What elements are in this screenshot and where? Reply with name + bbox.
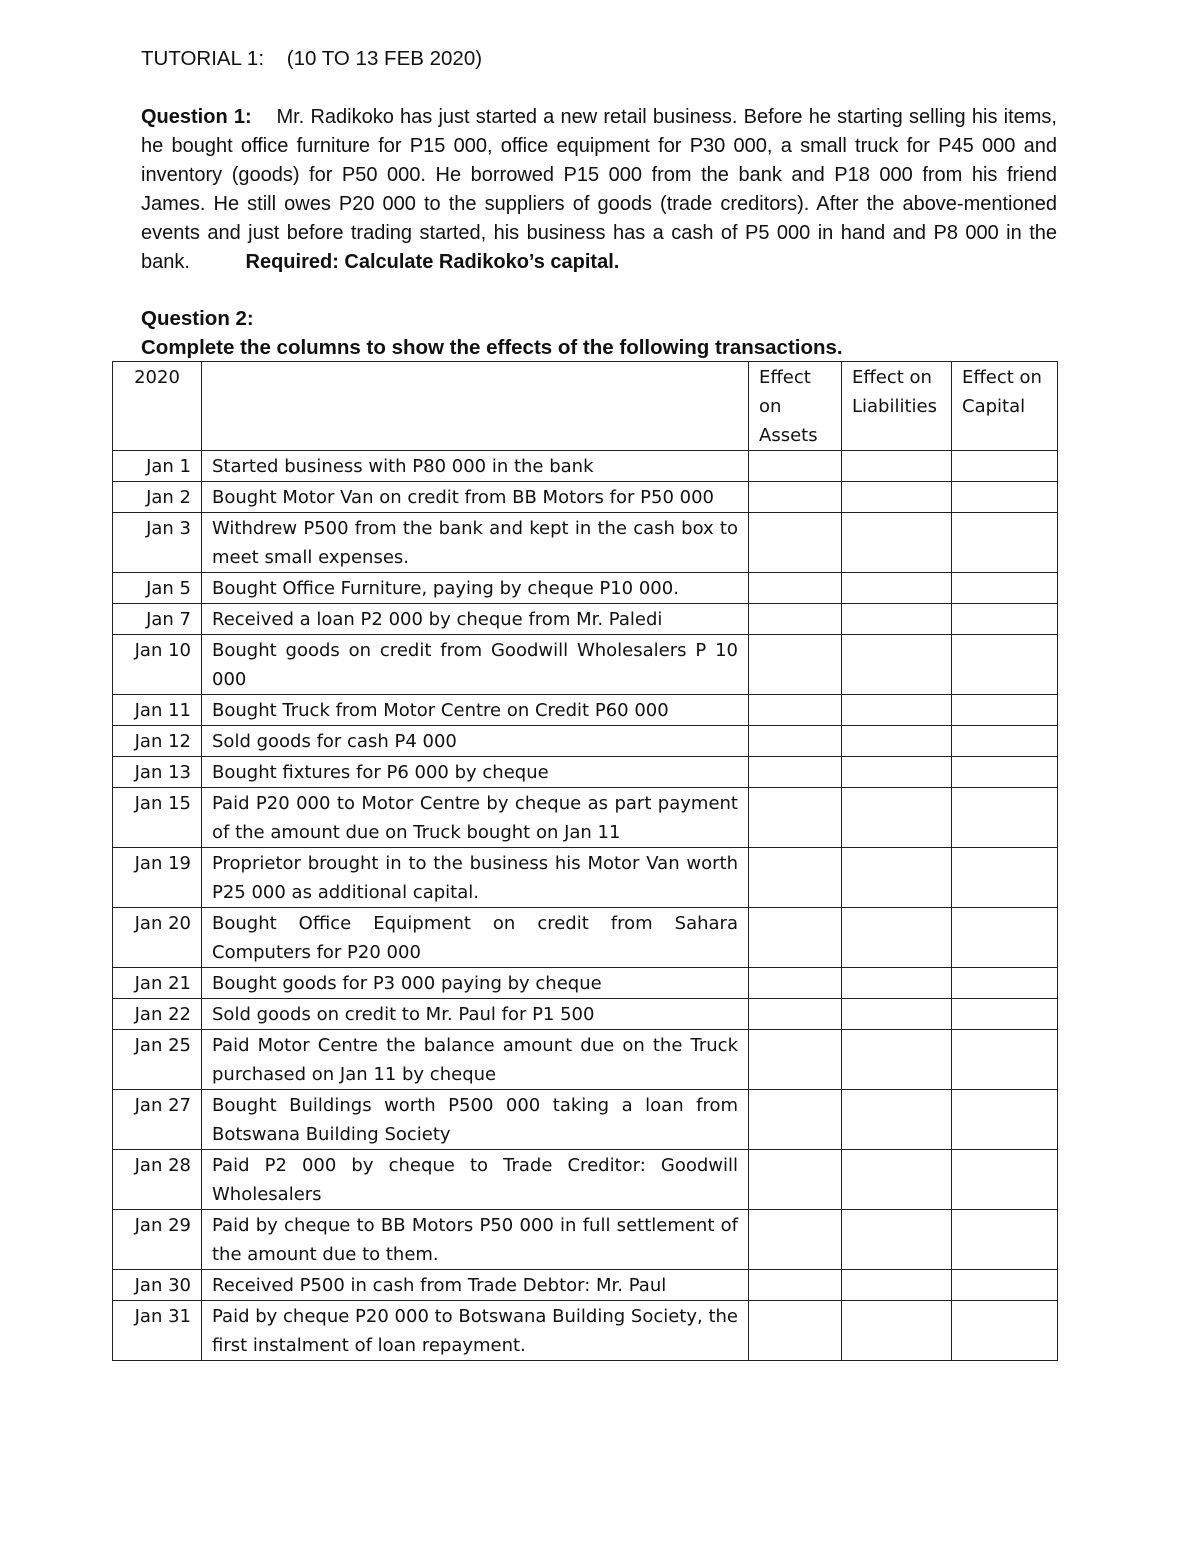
row-date: Jan 11 — [113, 695, 202, 726]
row-date: Jan 3 — [113, 513, 202, 573]
row-effect-assets-cell[interactable] — [749, 1030, 842, 1090]
table-row — [113, 635, 1058, 695]
row-date: Jan 27 — [113, 1090, 202, 1150]
row-effect-assets-cell[interactable] — [749, 848, 842, 908]
table-row — [113, 482, 1058, 513]
row-effect-capital-cell[interactable] — [952, 604, 1058, 635]
row-effect-liabilities-cell[interactable] — [842, 1270, 952, 1301]
row-description: Bought Office Equipment on credit from Sahara Computers for P20 000 — [202, 908, 749, 968]
row-effect-assets-cell[interactable] — [749, 1150, 842, 1210]
row-effect-assets-cell[interactable] — [749, 635, 842, 695]
row-effect-liabilities-cell[interactable] — [842, 968, 952, 999]
row-description: Paid P2 000 by cheque to Trade Creditor: Goodwill Wholesalers — [202, 1150, 749, 1210]
row-description: Bought Truck from Motor Centre on Credit P60 000 — [202, 695, 749, 726]
row-description: Paid P20 000 to Motor Centre by cheque as part payment of the amount due on Truck bought on Jan 11 — [202, 788, 749, 848]
row-description: Received a loan P2 000 by cheque from Mr. Paledi — [202, 604, 749, 635]
row-effect-assets-cell[interactable] — [749, 788, 842, 848]
header-effect-liabilities: Effect on Liabilities — [842, 362, 952, 451]
row-date: Jan 21 — [113, 968, 202, 999]
row-description: Sold goods for cash P4 000 — [202, 726, 749, 757]
row-effect-liabilities-cell[interactable] — [842, 513, 952, 573]
row-effect-capital-cell[interactable] — [952, 451, 1058, 482]
row-description: Bought Motor Van on credit from BB Motors for P50 000 — [202, 482, 749, 513]
row-effect-capital-cell[interactable] — [952, 788, 1058, 848]
row-effect-capital-cell[interactable] — [952, 757, 1058, 788]
row-effect-assets-cell[interactable] — [749, 968, 842, 999]
row-effect-capital-cell[interactable] — [952, 482, 1058, 513]
question-1-label: Question 1: — [141, 106, 252, 128]
table-row — [113, 1210, 1058, 1270]
row-effect-capital-cell[interactable] — [952, 1150, 1058, 1210]
row-effect-assets-cell[interactable] — [749, 1210, 842, 1270]
table-row — [113, 788, 1058, 848]
row-description: Paid by cheque P20 000 to Botswana Building Society, the first instalment of loan repayment. — [202, 1301, 749, 1361]
row-effect-assets-cell[interactable] — [749, 999, 842, 1030]
table-row — [113, 451, 1058, 482]
table-row — [113, 1030, 1058, 1090]
transactions-table — [112, 361, 1058, 1361]
row-effect-liabilities-cell[interactable] — [842, 788, 952, 848]
row-description: Bought goods for P3 000 paying by cheque — [202, 968, 749, 999]
row-effect-liabilities-cell[interactable] — [842, 848, 952, 908]
header-year: 2020 — [113, 362, 202, 451]
row-effect-capital-cell[interactable] — [952, 1301, 1058, 1361]
row-description: Paid Motor Centre the balance amount due on the Truck purchased on Jan 11 by cheque — [202, 1030, 749, 1090]
row-effect-capital-cell[interactable] — [952, 1030, 1058, 1090]
row-date: Jan 28 — [113, 1150, 202, 1210]
row-effect-liabilities-cell[interactable] — [842, 695, 952, 726]
row-effect-capital-cell[interactable] — [952, 573, 1058, 604]
row-effect-assets-cell[interactable] — [749, 1090, 842, 1150]
row-description: Bought Office Furniture, paying by cheque P10 000. — [202, 573, 749, 604]
table-row — [113, 1270, 1058, 1301]
row-effect-liabilities-cell[interactable] — [842, 1030, 952, 1090]
header-description — [202, 362, 749, 451]
row-effect-liabilities-cell[interactable] — [842, 1090, 952, 1150]
table-row — [113, 695, 1058, 726]
question-2-label: Question 2: — [141, 307, 254, 330]
row-effect-capital-cell[interactable] — [952, 513, 1058, 573]
row-effect-capital-cell[interactable] — [952, 968, 1058, 999]
row-effect-liabilities-cell[interactable] — [842, 1150, 952, 1210]
row-date: Jan 7 — [113, 604, 202, 635]
row-effect-capital-cell[interactable] — [952, 999, 1058, 1030]
row-effect-liabilities-cell[interactable] — [842, 999, 952, 1030]
row-effect-assets-cell[interactable] — [749, 908, 842, 968]
table-row — [113, 1090, 1058, 1150]
row-description: Received P500 in cash from Trade Debtor: Mr. Paul — [202, 1270, 749, 1301]
row-effect-capital-cell[interactable] — [952, 635, 1058, 695]
row-effect-liabilities-cell[interactable] — [842, 451, 952, 482]
row-effect-liabilities-cell[interactable] — [842, 482, 952, 513]
row-effect-liabilities-cell[interactable] — [842, 908, 952, 968]
row-date: Jan 2 — [113, 482, 202, 513]
row-effect-capital-cell[interactable] — [952, 848, 1058, 908]
question-1 — [141, 103, 1057, 277]
row-effect-liabilities-cell[interactable] — [842, 604, 952, 635]
row-date: Jan 19 — [113, 848, 202, 908]
row-description: Bought fixtures for P6 000 by cheque — [202, 757, 749, 788]
table-row — [113, 1150, 1058, 1210]
row-description: Started business with P80 000 in the bank — [202, 451, 749, 482]
row-date: Jan 31 — [113, 1301, 202, 1361]
table-row — [113, 757, 1058, 788]
row-effect-assets-cell[interactable] — [749, 695, 842, 726]
row-date: Jan 5 — [113, 573, 202, 604]
row-description: Sold goods on credit to Mr. Paul for P1 500 — [202, 999, 749, 1030]
question-1-required: Required: Calculate Radikoko’s capital. — [245, 251, 620, 273]
row-effect-capital-cell[interactable] — [952, 1270, 1058, 1301]
table-row — [113, 968, 1058, 999]
table-row — [113, 513, 1058, 573]
question-1-text: Mr. Radikoko has just started a new retail business. Before he starting selling his items, he bought office furniture for P15 000, office equipment for P30 000, a small truck for P45 000 and inventory (goods) for P50 000. He borrowed P15 000 from the bank and P18 000 from his friend James. He still owes P20 000 to the suppliers of goods (trade creditors). After the above-mentioned events and just before trading started, his business has a cash of P5 000 in hand and P8 000 in the bank. — [141, 106, 1057, 273]
row-effect-liabilities-cell[interactable] — [842, 757, 952, 788]
row-date: Jan 25 — [113, 1030, 202, 1090]
header-effect-assets: Effect on Assets — [749, 362, 842, 451]
row-effect-capital-cell[interactable] — [952, 1210, 1058, 1270]
row-effect-assets-cell[interactable] — [749, 451, 842, 482]
row-date: Jan 22 — [113, 999, 202, 1030]
table-row — [113, 1301, 1058, 1361]
row-effect-liabilities-cell[interactable] — [842, 635, 952, 695]
row-description: Paid by cheque to BB Motors P50 000 in full settlement of the amount due to them. — [202, 1210, 749, 1270]
row-effect-capital-cell[interactable] — [952, 908, 1058, 968]
row-date: Jan 1 — [113, 451, 202, 482]
row-effect-assets-cell[interactable] — [749, 513, 842, 573]
row-description: Withdrew P500 from the bank and kept in the cash box to meet small expenses. — [202, 513, 749, 573]
row-effect-assets-cell[interactable] — [749, 604, 842, 635]
table-header-row — [113, 362, 1058, 451]
row-effect-capital-cell[interactable] — [952, 695, 1058, 726]
table-row — [113, 573, 1058, 604]
row-effect-liabilities-cell[interactable] — [842, 1301, 952, 1361]
header-effect-capital: Effect on Capital — [952, 362, 1058, 451]
row-date: Jan 13 — [113, 757, 202, 788]
table-row — [113, 726, 1058, 757]
row-date: Jan 29 — [113, 1210, 202, 1270]
row-effect-liabilities-cell[interactable] — [842, 726, 952, 757]
row-date: Jan 12 — [113, 726, 202, 757]
row-effect-assets-cell[interactable] — [749, 573, 842, 604]
row-description: Proprietor brought in to the business his Motor Van worth P25 000 as additional capital. — [202, 848, 749, 908]
row-effect-liabilities-cell[interactable] — [842, 1210, 952, 1270]
row-date: Jan 30 — [113, 1270, 202, 1301]
row-effect-capital-cell[interactable] — [952, 1090, 1058, 1150]
row-date: Jan 15 — [113, 788, 202, 848]
table-row — [113, 999, 1058, 1030]
row-effect-assets-cell[interactable] — [749, 482, 842, 513]
row-effect-liabilities-cell[interactable] — [842, 573, 952, 604]
table-row — [113, 908, 1058, 968]
row-description: Bought goods on credit from Goodwill Wholesalers P 10 000 — [202, 635, 749, 695]
table-row — [113, 604, 1058, 635]
row-description: Bought Buildings worth P500 000 taking a loan from Botswana Building Society — [202, 1090, 749, 1150]
question-2-instruction: Complete the columns to show the effects of the following transactions. — [141, 336, 843, 359]
row-effect-assets-cell[interactable] — [749, 1270, 842, 1301]
row-effect-assets-cell[interactable] — [749, 1301, 842, 1361]
table-row — [113, 848, 1058, 908]
row-effect-assets-cell[interactable] — [749, 757, 842, 788]
row-date: Jan 20 — [113, 908, 202, 968]
page-title: TUTORIAL 1: (10 TO 13 FEB 2020) — [141, 47, 483, 70]
row-effect-assets-cell[interactable] — [749, 726, 842, 757]
row-effect-capital-cell[interactable] — [952, 726, 1058, 757]
row-date: Jan 10 — [113, 635, 202, 695]
